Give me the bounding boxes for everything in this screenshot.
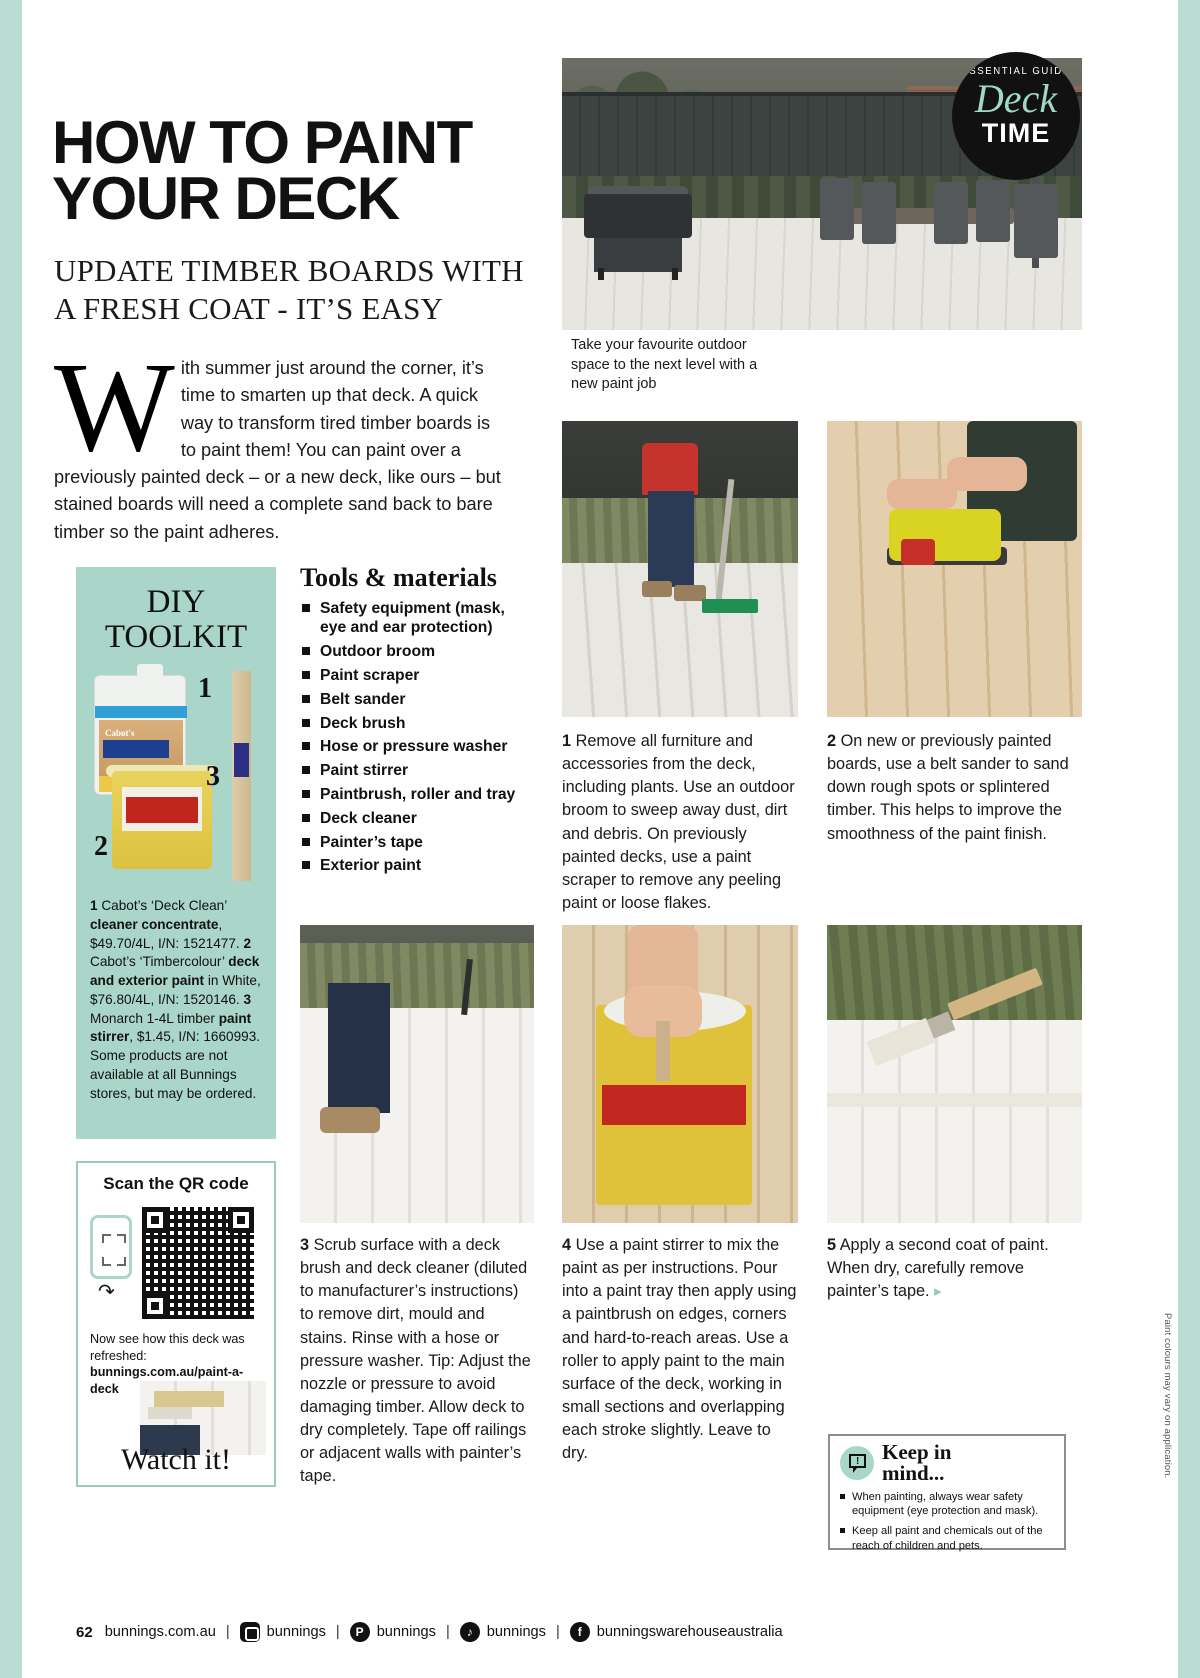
social-handle: bunnings — [486, 1624, 546, 1640]
qr-caption: Now see how this deck was refreshed: bunnings.com.au/paint-a-deck — [90, 1332, 245, 1397]
paint-stirrer-image — [232, 671, 251, 881]
step-1-body: Remove all furniture and accessories from the deck, including plants. Use an outdoor broom to sweep away dust, dirt and debris. On previously painted decks, use a paint scraper to remove any peeling paint or loose flakes. — [562, 732, 795, 912]
subheading-line-2: A FRESH COAT - IT’S EASY — [54, 290, 444, 326]
facebook-icon[interactable] — [570, 1622, 590, 1642]
keep-in-mind-item: Keep all paint and chemicals out of the reach of children and pets. — [840, 1524, 1058, 1552]
badge-script-text: Deck — [974, 76, 1058, 121]
tools-list — [300, 599, 532, 876]
speech-bubble-alert-icon: ! — [840, 1446, 874, 1480]
photo-step-2-belt-sander — [827, 421, 1082, 717]
step-4-body: Use a paint stirrer to mix the paint as per instructions. Pour into a paint tray then apply using a paintbrush on edges, corners and hard-to-reach areas. Use a roller to apply paint to the main surface of the deck, working in small sections and overlapping each stroke slightly. Leave to dry. — [562, 1236, 797, 1463]
page-footer — [76, 1622, 976, 1642]
curved-arrow-icon: ↷ — [98, 1281, 115, 1303]
photo-step-1-sweeping — [562, 421, 798, 717]
tool-item: Hose or pressure washer — [300, 737, 532, 756]
facebook-icon-glyph: f — [577, 1625, 582, 1639]
intro-text: ith summer just around the corner, it’s time to smarten up that deck. A quick way to transform tired timber boards is to paint them! You can paint over a previously painted deck – or a new deck, like ours – but stained boards will need a complete sand back to bare timber so the paint adheres. — [54, 358, 501, 542]
paint-colour-disclaimer: Paint colours may vary on application. — [1163, 1312, 1174, 1478]
step-2-body: On new or previously painted boards, use a belt sander to sand down rough spots or splintered timber. This helps to improve the smoothness of the paint finish. — [827, 732, 1069, 843]
toolkit-caption: 1 Cabot’s ‘Deck Clean’ cleaner concentrate, $49.70/4L, I/N: 1521477. 2 Cabot’s ‘Timbercolour’ deck and exterior paint in White, $76.80/4L, I/N: 1520146. 3 Monarch 1-4L timber paint stirrer, $1.45, I/N: 1660993. Some products are not available at all Bunnings stores, but may be ordered. — [90, 898, 261, 1101]
badge-bottom-text: TIME — [981, 118, 1051, 148]
bbq-object — [584, 176, 692, 272]
tool-item: Painter’s tape — [300, 833, 532, 852]
diy-toolkit-panel — [76, 567, 276, 1139]
intro-paragraph — [54, 336, 506, 546]
step-5-text — [827, 1234, 1071, 1303]
qr-code-image[interactable] — [142, 1207, 254, 1319]
page-title — [52, 109, 552, 233]
photo-step-4-stirring-paint — [562, 925, 798, 1223]
footer-separator: | — [555, 1624, 560, 1640]
toolkit-number-1: 1 — [198, 673, 212, 704]
headline-line-1: HOW TO PAINT — [52, 109, 472, 176]
drop-cap: W — [54, 336, 175, 478]
step-5-number: 5 — [827, 1236, 837, 1254]
step-5-body: Apply a second coat of paint. When dry, carefully remove painter’s tape. — [827, 1236, 1049, 1301]
step-3-body: Scrub surface with a deck brush and deck cleaner (diluted to manufacturer’s instructions) to remove dirt, mould and stains. Rinse with a hose or pressure washer. Tip: Adjust the nozzle or pressure to avoid damaging timber. Allow deck to dry completely. Tape off railings or adjacent walls with painter’s tape. — [300, 1236, 531, 1486]
keep-in-mind-item: When painting, always wear safety equipment (eye protection and mask). — [840, 1490, 1058, 1518]
step-1-number: 1 — [562, 732, 572, 750]
pinterest-icon[interactable] — [350, 1622, 370, 1642]
tools-and-materials-block — [300, 563, 532, 880]
continue-arrow-icon: ▸ — [934, 1283, 942, 1301]
keep-title-line-2: mind... — [882, 1461, 945, 1486]
tool-item: Deck cleaner — [300, 809, 532, 828]
tool-item: Exterior paint — [300, 856, 532, 875]
tool-item: Deck brush — [300, 714, 532, 733]
keep-in-mind-box — [828, 1434, 1066, 1550]
headline-line-2: YOUR DECK — [52, 165, 399, 233]
qr-panel-title: Scan the QR code — [103, 1174, 249, 1193]
step-4-number: 4 — [562, 1236, 572, 1254]
phone-icon — [90, 1215, 132, 1279]
footer-socials — [240, 1622, 783, 1642]
tool-item: Safety equipment (mask, eye and ear protection) — [300, 599, 532, 638]
step-2-number: 2 — [827, 732, 837, 750]
instagram-icon-glyph — [240, 1622, 260, 1642]
toolkit-number-3: 3 — [206, 761, 220, 792]
toolkit-title-line-2: TOOLKIT — [104, 618, 248, 655]
essential-guide-badge — [952, 52, 1080, 180]
tool-item: Outdoor broom — [300, 642, 532, 661]
footer-separator: | — [225, 1624, 230, 1640]
step-3-number: 3 — [300, 1236, 310, 1254]
badge-top-text: ESSENTIAL GUIDE — [961, 65, 1071, 78]
social-handle: bunningswarehouseaustralia — [596, 1624, 783, 1640]
hero-caption: Take your favourite outdoor space to the next level with a new paint job — [571, 337, 758, 393]
step-3-text — [300, 1234, 534, 1489]
deck-clean-bottle-image: Cabot's — [94, 675, 186, 795]
tool-item: Paintbrush, roller and tray — [300, 785, 532, 804]
tools-title: Tools & materials — [300, 563, 497, 592]
photo-step-3-scrubbing — [300, 925, 534, 1223]
keep-in-mind-list — [840, 1490, 1058, 1559]
tiktok-icon[interactable] — [460, 1622, 480, 1642]
footer-separator: | — [335, 1624, 340, 1640]
social-handle: bunnings — [376, 1624, 436, 1640]
footer-website: bunnings.com.au — [104, 1624, 216, 1640]
tiktok-icon-glyph: ♪ — [466, 1625, 473, 1639]
keep-in-mind-title — [882, 1442, 1062, 1485]
pinterest-icon-glyph: P — [355, 1625, 364, 1639]
step-4-text — [562, 1234, 800, 1465]
step-1-text — [562, 730, 802, 915]
timbercolour-paint-tub-image — [112, 771, 212, 869]
toolkit-number-2: 2 — [94, 831, 108, 862]
photo-step-5-removing-tape — [827, 925, 1082, 1223]
instagram-icon[interactable] — [240, 1622, 260, 1642]
toolkit-title-line-1: DIY — [146, 584, 206, 620]
watch-it-label: Watch it! — [120, 1443, 232, 1476]
footer-separator: | — [445, 1624, 450, 1640]
tool-item: Paint scraper — [300, 666, 532, 685]
tool-item: Belt sander — [300, 690, 532, 709]
keep-title-line-1: Keep in — [882, 1440, 952, 1464]
toolkit-product-images — [76, 663, 276, 893]
tool-item: Paint stirrer — [300, 761, 532, 780]
subheading — [54, 252, 554, 328]
page-number: 62 — [76, 1623, 93, 1641]
subheading-line-1: UPDATE TIMBER BOARDS WITH — [54, 253, 524, 288]
qr-code-panel — [76, 1161, 276, 1487]
step-2-text — [827, 730, 1075, 846]
social-handle: bunnings — [266, 1624, 326, 1640]
